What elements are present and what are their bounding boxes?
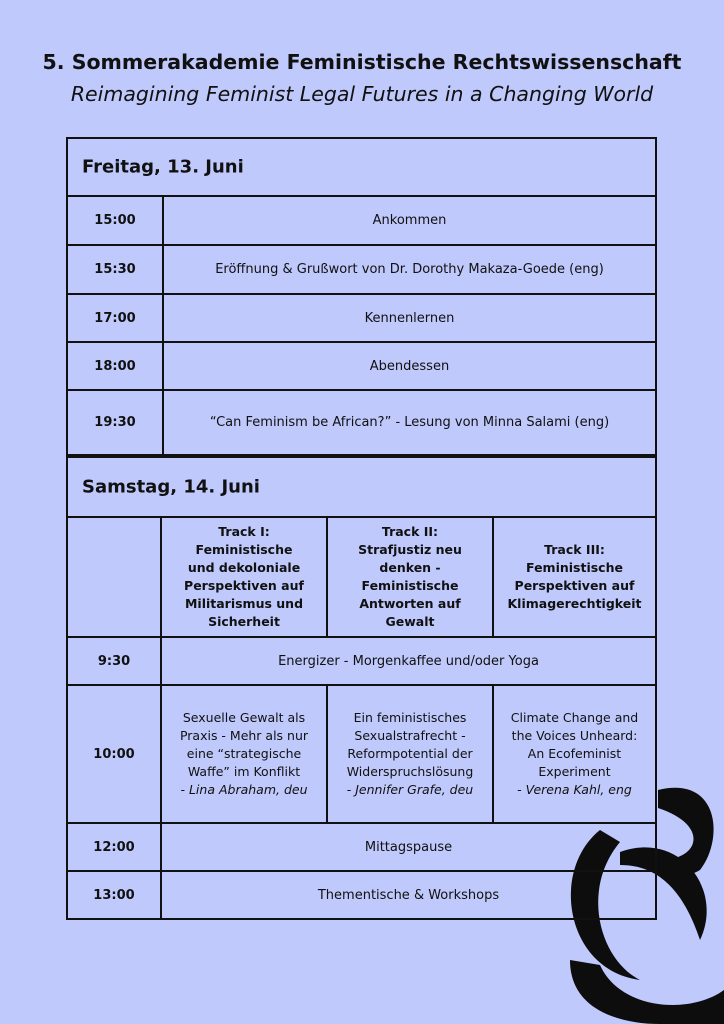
event-cell: Eröffnung & Grußwort von Dr. Dorothy Makaza-Goede (eng): [215, 262, 604, 277]
time-cell: 18:00: [68, 343, 164, 389]
talk-cell-track-1: Sexuelle Gewalt als Praxis - Mehr als nur eine “strategische Waffe” im Konflikt - Lina Abraham, deu: [162, 686, 328, 822]
talks-row: [68, 686, 655, 824]
event-cell: Abendessen: [369, 358, 450, 374]
time-cell: 12:00: [68, 824, 162, 870]
event-cell: Energizer - Morgenkaffee und/oder Yoga: [278, 653, 539, 669]
page-title: 5. Sommerakademie Feministische Rechtswissenschaft: [42, 50, 682, 74]
tracks-row: [68, 518, 655, 638]
event-cell: Mittagspause: [364, 839, 453, 855]
friday-title: Freitag, 13. Juni: [82, 156, 244, 178]
table-row: [68, 638, 655, 686]
page-subtitle: Reimagining Feminist Legal Futures in a Changing World: [70, 82, 654, 106]
track-2-header: Track II: Strafjustiz neu denken - Feministische Antworten auf Gewalt: [328, 518, 494, 636]
saturday-header: [68, 458, 655, 518]
saturday-table: [66, 456, 657, 920]
time-cell: 10:00: [68, 686, 162, 822]
event-cell: Kennenlernen: [364, 310, 455, 326]
time-cell: 19:30: [68, 391, 164, 454]
empty-time-cell: [68, 518, 162, 636]
time-cell: 9:30: [68, 638, 162, 684]
track-3-header: Track III: Feministische Perspektiven auf Klimagerechtigkeit: [507, 542, 642, 611]
time-cell: 13:00: [68, 872, 162, 918]
talk-cell-track-3: Climate Change and the Voices Unheard: An Ecofeminist Experiment - Verena Kahl, eng: [510, 710, 639, 797]
track-1-header: Track I: Feministische und dekoloniale Perspektiven auf Militarismus und Sicherheit: [162, 518, 328, 636]
speaker: - Lina Abraham, deu: [180, 782, 308, 797]
table-row: [68, 295, 655, 343]
time-cell: 17:00: [68, 295, 164, 341]
event-cell: Thementische & Workshops: [317, 887, 500, 903]
speaker: - Verena Kahl, eng: [517, 782, 632, 797]
friday-table: [66, 137, 657, 456]
table-row: [68, 197, 655, 246]
table-row: [68, 391, 655, 454]
saturday-title: Samstag, 14. Juni: [82, 476, 260, 498]
table-row: [68, 343, 655, 391]
speaker: - Jennifer Grafe, deu: [346, 782, 474, 797]
talk-cell-track-2: Ein feministisches Sexualstrafrecht - Reformpotential der Widerspruchslösung - Jennifer Grafe, deu: [328, 686, 494, 822]
event-cell: Ankommen: [372, 213, 447, 228]
event-cell: “Can Feminism be African?” - Lesung von Minna Salami (eng): [209, 415, 610, 430]
time-cell: 15:30: [68, 246, 164, 293]
friday-header: [68, 139, 655, 197]
time-cell: 15:00: [68, 197, 164, 244]
table-row: [68, 872, 655, 918]
table-row: [68, 824, 655, 872]
table-row: [68, 246, 655, 295]
